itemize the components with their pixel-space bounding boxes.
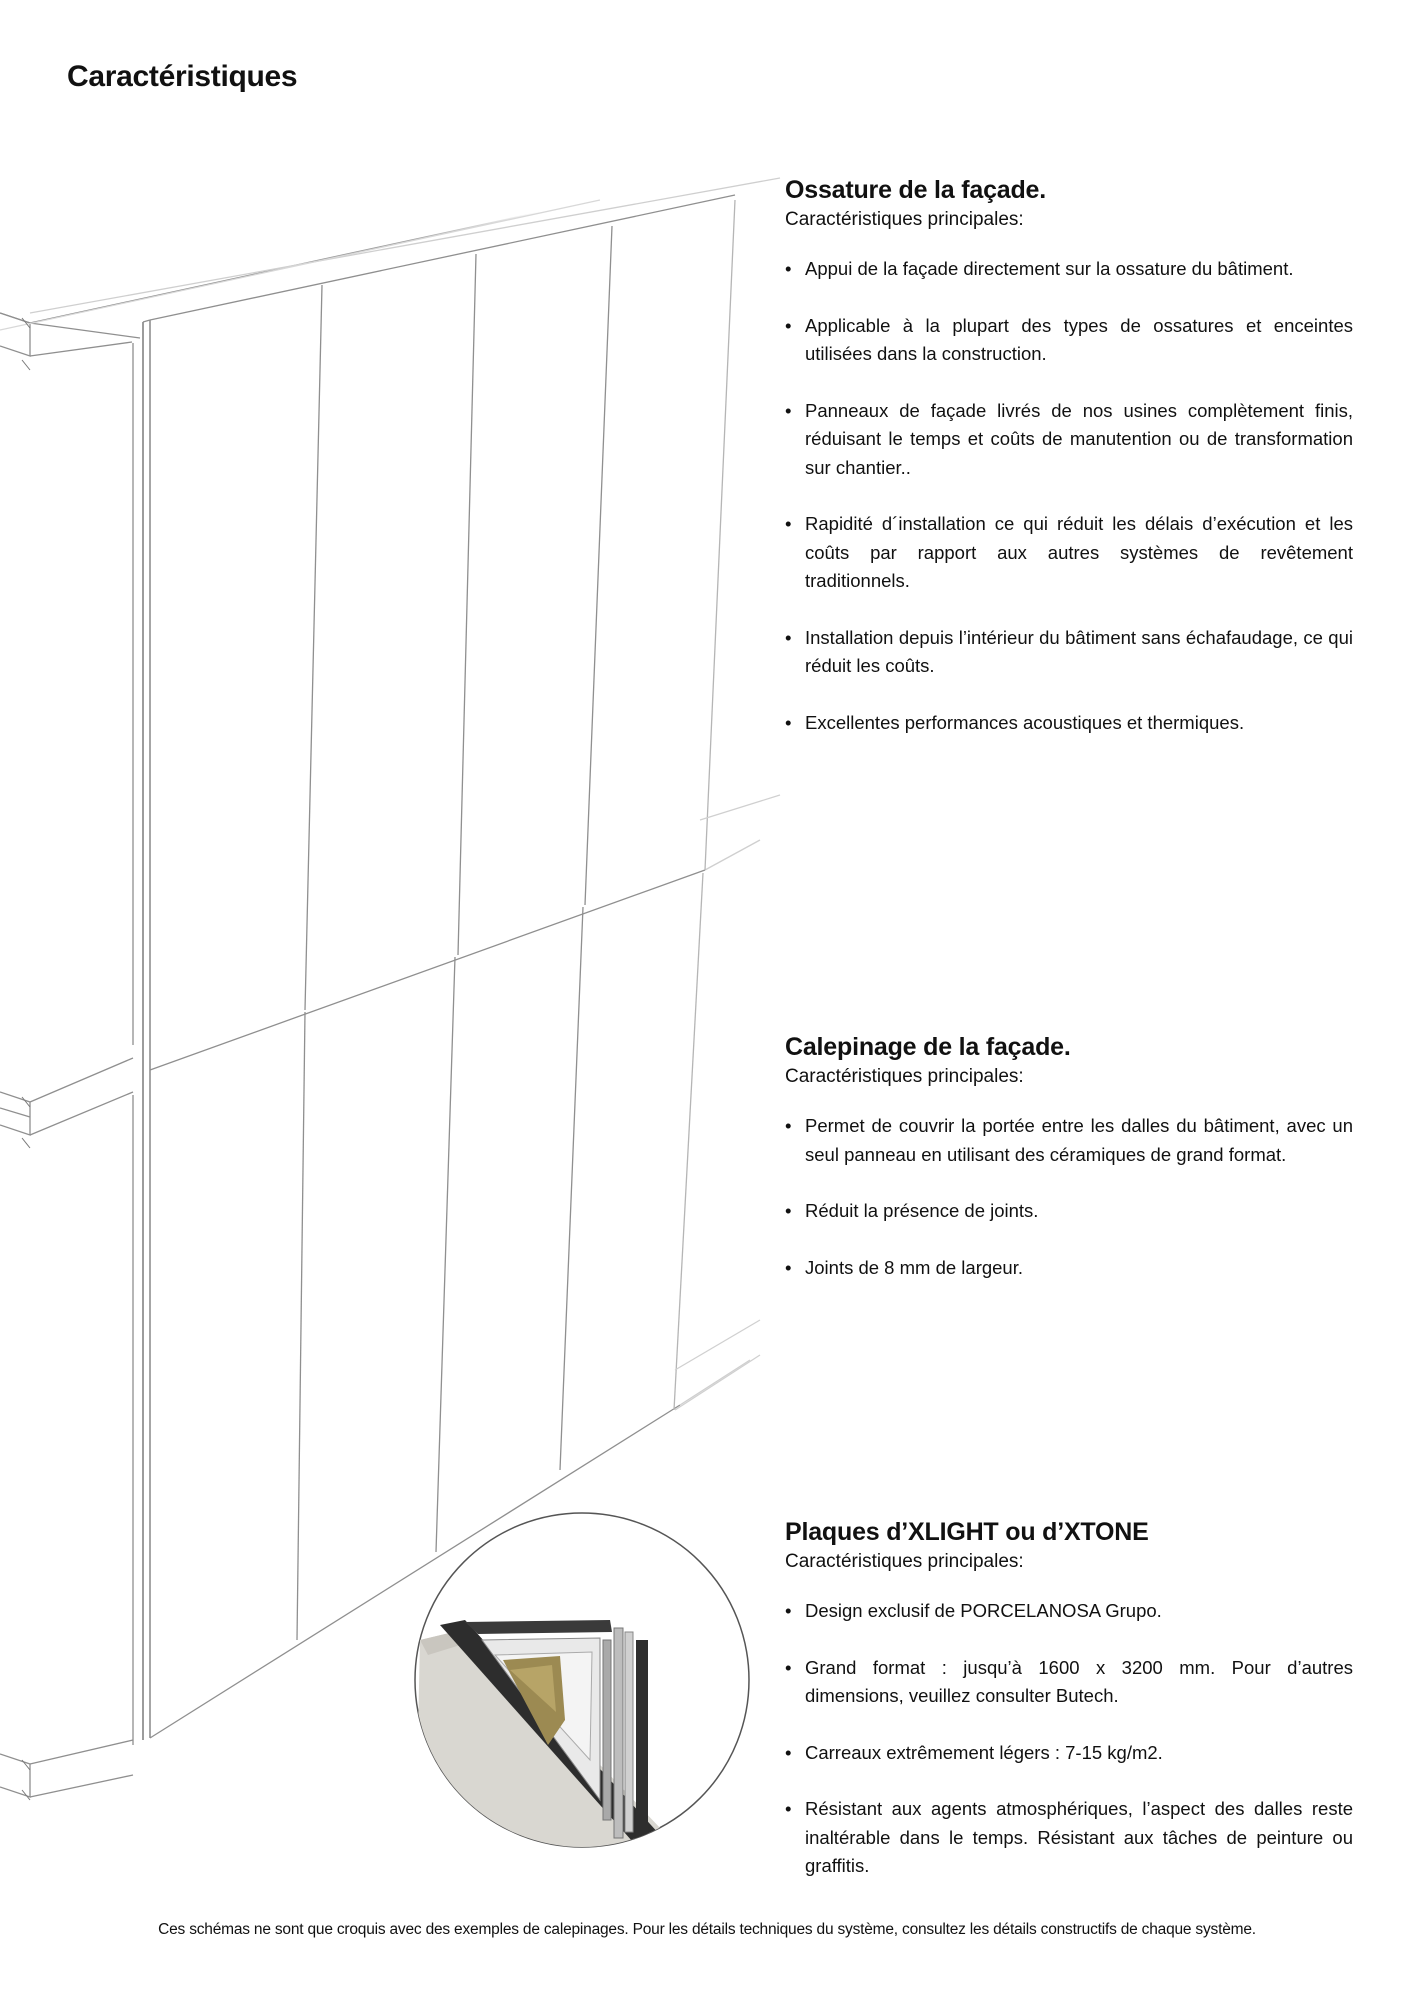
feature-list: [785, 255, 1353, 737]
section-calepinage: [785, 1030, 1353, 1310]
list-item-text: Applicable à la plupart des types de ossatures et enceintes utilisées dans la construction.: [805, 314, 1353, 364]
list-item: [785, 1597, 1353, 1626]
list-item-text: Résistant aux agents atmosphériques, l’aspect des dalles reste inaltérable dans le temps. Résistant aux tâches de peinture ou graffitis.: [805, 1798, 1353, 1876]
list-item-text: Joints de 8 mm de largeur.: [805, 1256, 1023, 1278]
bullet-icon: •: [785, 1256, 792, 1278]
bullet-icon: •: [785, 1600, 792, 1621]
page-title: Caractéristiques: [67, 60, 298, 93]
list-item: [785, 1197, 1353, 1226]
list-item-text: Appui de la façade directement sur la ossature du bâtiment.: [805, 258, 1294, 279]
list-item: [785, 1254, 1353, 1283]
list-item-text: Panneaux de façade livrés de nos usines complètement finis, réduisant le temps et coûts de manutention ou de transformation sur chantier..: [805, 399, 1353, 478]
list-item: [785, 255, 1353, 284]
bullet-icon: •: [785, 1656, 792, 1678]
list-item: [785, 397, 1353, 483]
bullet-icon: •: [785, 258, 792, 279]
section-plaques: [785, 1515, 1353, 1909]
bullet-icon: •: [785, 711, 792, 733]
list-item: [785, 1795, 1353, 1881]
section-title: Calepinage de la façade.: [785, 1033, 1071, 1061]
section-title: Plaques d’XLIGHT ou d’XTONE: [785, 1518, 1149, 1546]
list-item: [785, 709, 1353, 738]
tick-marks: [22, 318, 30, 1800]
bullet-icon: •: [785, 399, 792, 421]
bullet-icon: •: [785, 513, 792, 534]
detail-circle: [415, 1513, 749, 1900]
section-subtitle: Caractéristiques principales:: [785, 209, 1024, 230]
list-item-text: Carreaux extrêmement légers : 7-15 kg/m2.: [805, 1741, 1163, 1763]
section-subtitle: Caractéristiques principales:: [785, 1066, 1024, 1087]
list-item: [785, 1112, 1353, 1169]
list-item-text: Grand format : jusqu’à 1600 x 3200 mm. Pour d’autres dimensions, veuillez consulter Butech.: [805, 1656, 1353, 1706]
list-item-text: Rapidité d´installation ce qui réduit les délais d’exécution et les coûts par rapport aux autres systèmes de revêtement traditionnels.: [805, 513, 1353, 591]
footnote: Ces schémas ne sont que croquis avec des exemples de calepinages. Pour les détails techniques du système, consultez les détails constructifs de chaque système.: [158, 1921, 1256, 1938]
list-item-text: Excellentes performances acoustiques et thermiques.: [805, 711, 1245, 733]
feature-list: [785, 1597, 1353, 1881]
list-item: [785, 510, 1353, 596]
list-item: [785, 624, 1353, 681]
section-ossature: [785, 173, 1353, 765]
feature-list: [785, 1112, 1353, 1282]
list-item-text: Réduit la présence de joints.: [805, 1200, 1039, 1221]
list-item: [785, 1739, 1353, 1768]
bullet-icon: •: [785, 1115, 792, 1136]
list-item: [785, 312, 1353, 369]
list-item: [785, 1654, 1353, 1711]
list-item-text: Permet de couvrir la portée entre les dalles du bâtiment, avec un seul panneau en utilisant des céramiques de grand format.: [805, 1115, 1353, 1165]
bullet-icon: •: [785, 1200, 792, 1221]
section-subtitle: Caractéristiques principales:: [785, 1551, 1024, 1572]
list-item-text: Design exclusif de PORCELANOSA Grupo.: [805, 1600, 1162, 1621]
bullet-icon: •: [785, 626, 792, 648]
bullet-icon: •: [785, 1741, 792, 1763]
list-item-text: Installation depuis l’intérieur du bâtiment sans échafaudage, ce qui réduit les coûts.: [805, 626, 1353, 676]
section-title: Ossature de la façade.: [785, 176, 1047, 204]
bullet-icon: •: [785, 314, 792, 336]
bullet-icon: •: [785, 1798, 792, 1819]
